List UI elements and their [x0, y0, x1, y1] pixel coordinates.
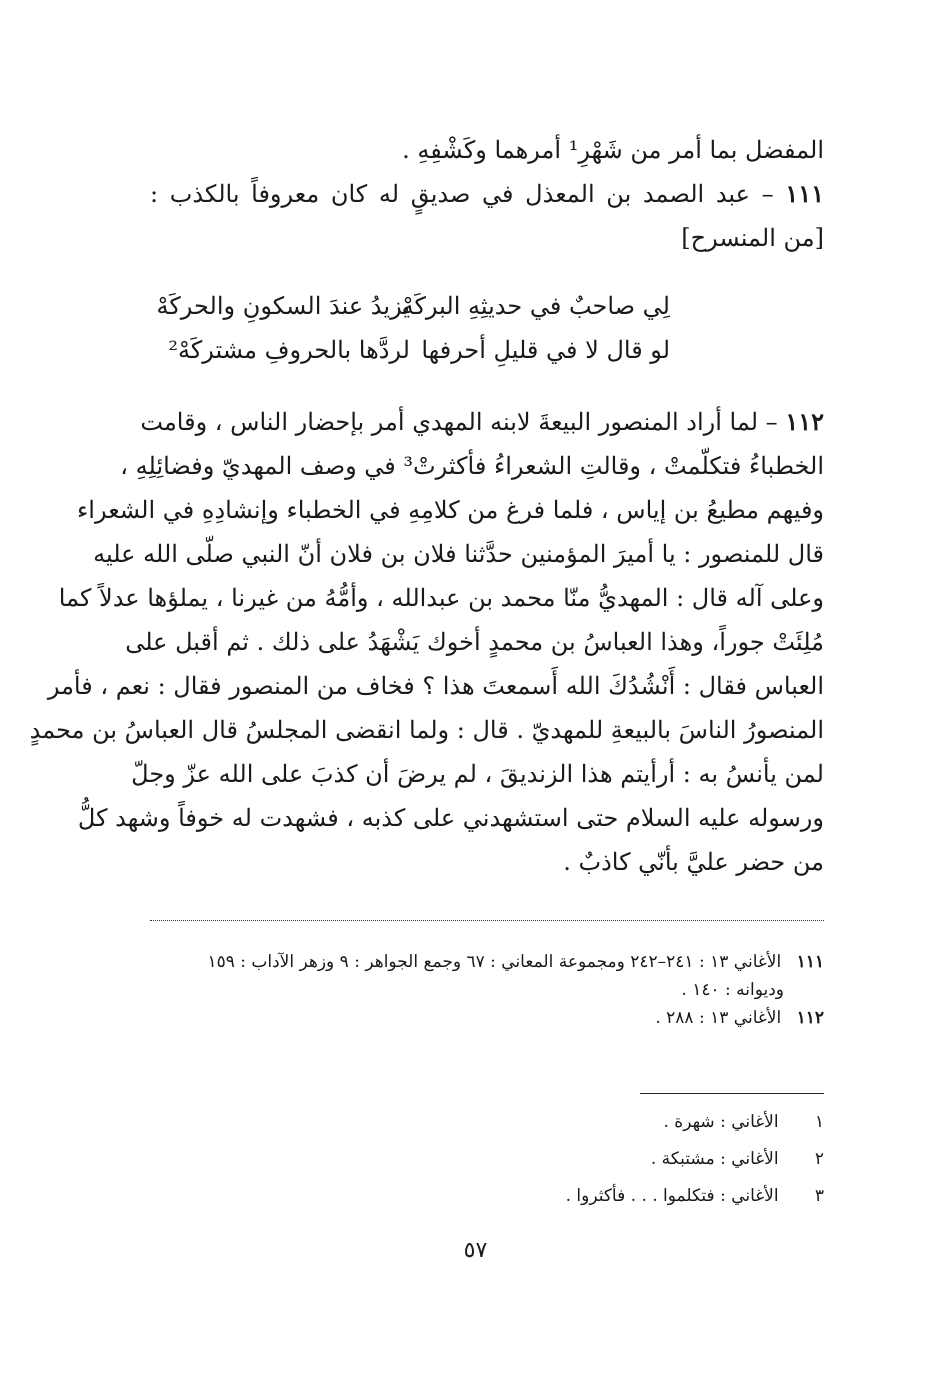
footnote-mark: ٢ — [814, 1149, 824, 1169]
entry-text: – لما أراد المنصور البيعةَ لابنه المهدي أمر بإحضار الناس ، وقامت — [140, 408, 778, 436]
text-line: الخطباءُ فتكلّمتْ ، وقالتِ الشعراءُ فأكثرتْ³ في وصف المهديّ وفضائِلِهِ ، — [120, 452, 824, 480]
text-line: قال للمنصور : يا أميرَ المؤمنين حدَّثنا فلان بن فلان أنّ النبي صلّى الله عليه — [93, 540, 824, 568]
verse-first-hemistich: لو قال لا في قليلِ أحرفها — [421, 336, 670, 364]
reference-text: الأغاني ١٣ : ٢٨٨ . — [655, 1008, 782, 1028]
text-line: وفيهم مطيعُ بن إياس ، فلما فرغ من كلامِهِ في الخطباء وإنشادِهِ في الشعراء — [77, 496, 824, 524]
reference-number: ١١١ — [796, 952, 824, 972]
text-line: المنصورُ الناسَ بالبيعةِ للمهديّ . قال : ولما انقضى المجلسُ قال العباسُ بن محمدٍ — [29, 716, 824, 744]
footnote-text: الأغاني : فتكلموا . . . فأكثروا . — [565, 1186, 779, 1206]
poem — [150, 284, 824, 372]
entry-111-heading — [150, 172, 824, 216]
footnotes — [150, 1104, 824, 1215]
reference-continuation: وديوانه : ١٤٠ . — [681, 980, 784, 1000]
meter-label: [من المنسرح] — [681, 224, 824, 252]
footnote-text: الأغاني : شهرة . — [663, 1112, 779, 1132]
reference-number: ١١٢ — [796, 1008, 824, 1028]
text-line: من حضر عليَّ بأنّي كاذبٌ . — [563, 848, 824, 876]
reference-item — [150, 1004, 824, 1032]
text-line: مُلِئَتْ جوراً، وهذا العباسُ بن محمدٍ أخوك يَشْهَدُ على ذلك . ثم أقبل على — [125, 628, 824, 656]
footnote-mark: ٣ — [814, 1186, 824, 1206]
footnote-text: الأغاني : مشتبكة . — [650, 1149, 779, 1169]
entry-text: – عبد الصمد بن المعذل في صديقٍ له كان معروفاً بالكذب : — [150, 180, 774, 208]
verse-second-hemistich: يزيدُ عندَ السكونِ والحركَهْ — [156, 292, 410, 320]
verse-first-hemistich: لِي صاحبٌ في حديثِهِ البركَهْ — [401, 292, 670, 320]
verse-line — [150, 328, 824, 372]
source-references — [150, 948, 824, 1032]
entry-112-heading — [140, 400, 824, 444]
page-number: ٥٧ — [463, 1238, 488, 1263]
text-line: وعلى آله قال : المهديُّ منّا محمد بن عبدالله ، وأمُّهُ من غيرنا ، يملؤها عدلاً كما — [58, 584, 824, 612]
dotted-separator — [150, 920, 824, 921]
text-line: العباس فقال : أَنْشُدُكَ الله أَسمعتَ هذا ؟ فخاف من المنصور فقال : نعم ، فأمر — [47, 672, 824, 700]
text-line: المفضل بما أمر من شَهْرِ¹ أمرهما وكَشْفِهِ . — [402, 136, 824, 164]
footnote-mark: ١ — [814, 1112, 824, 1132]
footnote-item — [150, 1178, 824, 1215]
footnote-separator — [640, 1093, 824, 1094]
reference-item — [150, 948, 824, 976]
reference-text: الأغاني ١٣ : ٢٤١–٢٤٢ ومجموعة المعاني : ٦٧ وجمع الجواهر : ٩ وزهر الآداب : ١٥٩ — [207, 952, 782, 972]
footnote-item — [150, 1141, 824, 1178]
verse-line — [150, 284, 824, 328]
entry-number: ١١١ — [785, 179, 824, 208]
main-text — [29, 128, 824, 884]
entry-number: ١١٢ — [785, 407, 824, 436]
text-line: لمن يأنسُ به : أرأيتم هذا الزنديقَ ، لم يرضَ أن كذبَ على الله عزّ وجلّ — [131, 760, 824, 788]
footnote-item — [150, 1104, 824, 1141]
text-line: ورسوله عليه السلام حتى استشهدني على كذبه ، فشهدت له خوفاً وشهد كلُّ — [77, 804, 824, 832]
verse-second-hemistich: لردَّها بالحروفِ مشتركَهْ² — [168, 336, 410, 364]
